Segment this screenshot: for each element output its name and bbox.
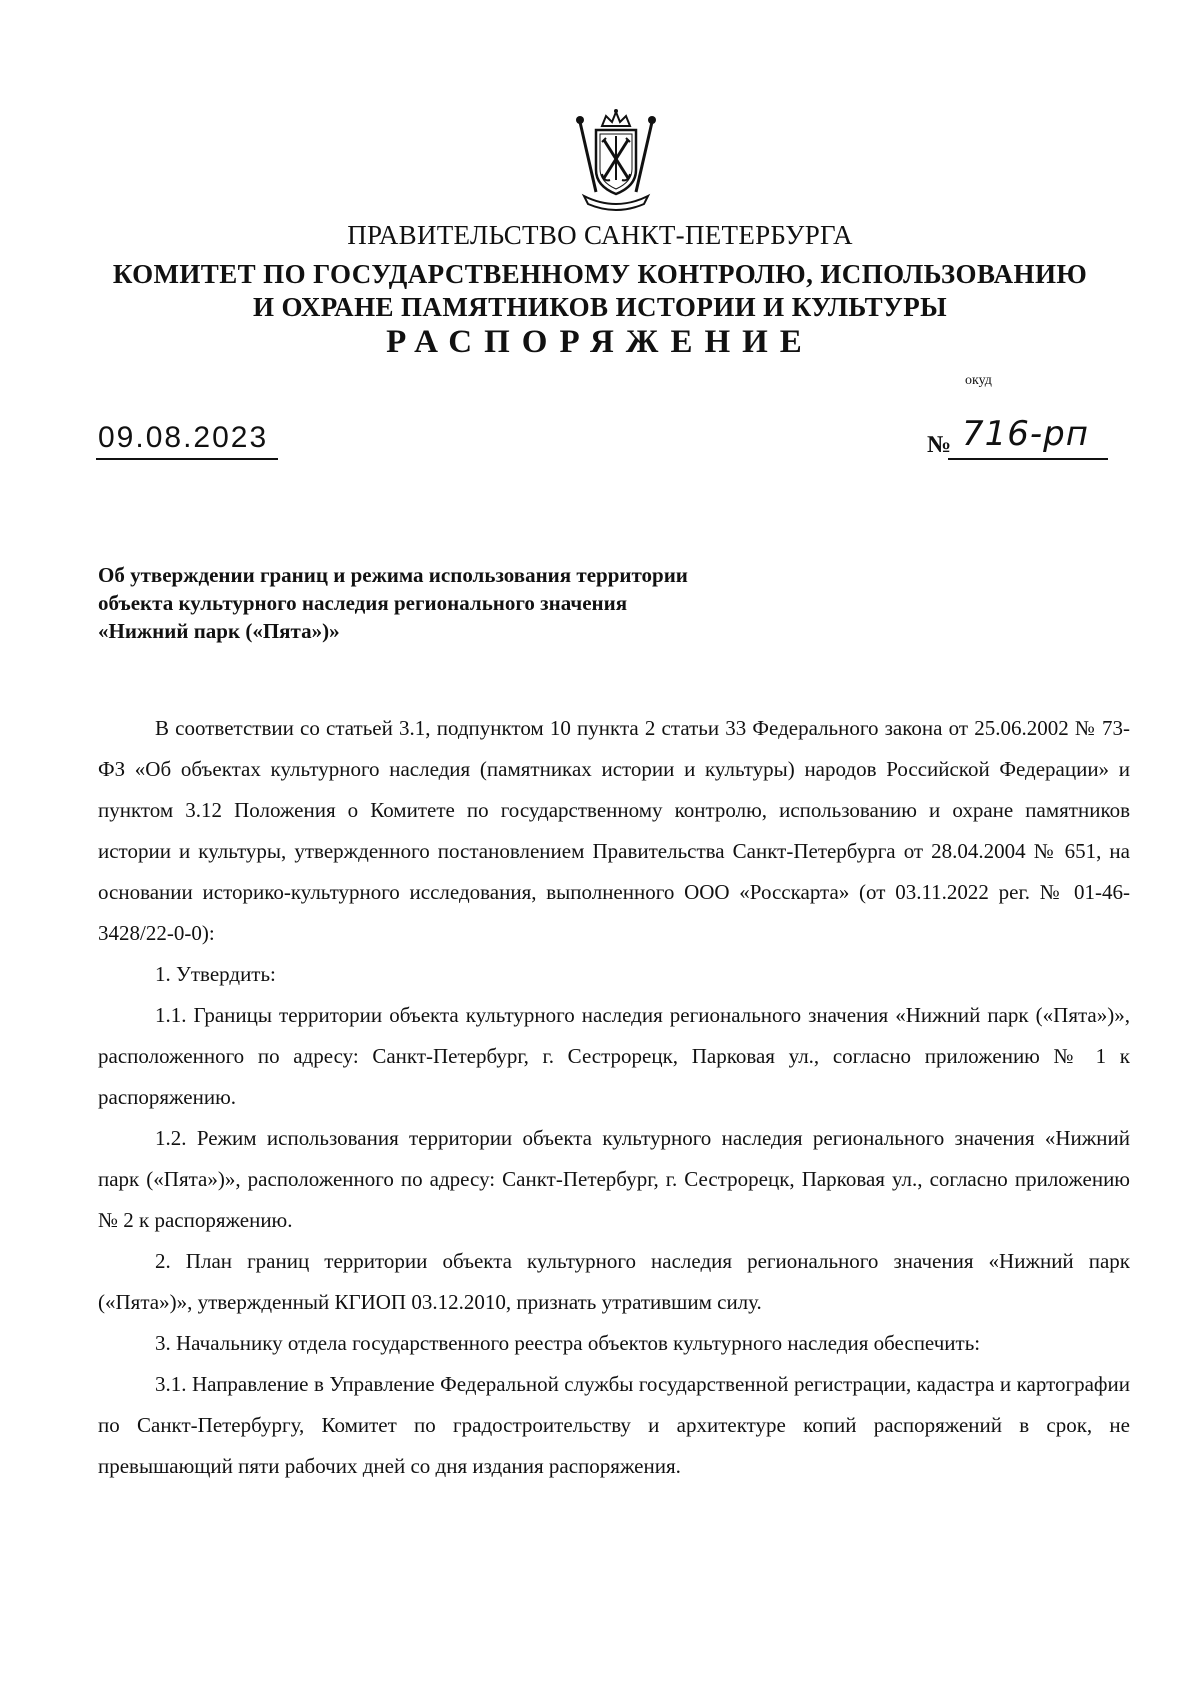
subject-line-1: Об утверждении границ и режима использования территории <box>98 563 688 587</box>
number-underline <box>948 458 1108 460</box>
preamble-paragraph: В соответствии со статьей 3.1, подпунктом 10 пункта 2 статьи 33 Федерального закона от 25.06.2002 № 73-ФЗ «Об объектах культурного наследия (памятниках истории и культуры) народов Российской Федерации» и пунктом 3.12 Положения о Комитете по государственному контролю, использованию и охране памятников истории и культуры, утвержденного постановлением Правительства Санкт-Петербурга от 28.04.2004 № 651, на основании историко-культурного исследования, выполненного ООО «Росскарта» (от 03.11.2022 рег. № 01-46-3428/22-0-0): <box>98 716 1130 945</box>
document-subject <box>98 561 858 645</box>
subject-line-3: «Нижний парк («Пята»)» <box>98 619 340 643</box>
document-body <box>98 708 1130 1487</box>
item-3-1: 3.1. Направление в Управление Федеральной службы государственной регистрации, кадастра и картографии по Санкт-Петербургу, Комитет по градостроительству и архитектуре копий распоряжений в срок, не превышающий пяти рабочих дней со дня издания распоряжения. <box>98 1372 1130 1478</box>
committee-name-line-2: И ОХРАНЕ ПАМЯТНИКОВ ИСТОРИИ И КУЛЬТУРЫ <box>252 292 947 322</box>
coat-of-arms-icon <box>566 108 666 212</box>
item-1-1: 1.1. Границы территории объекта культурного наследия регионального значения «Нижний парк («Пята»)», расположенного по адресу: Санкт-Петербург, г. Сестрорецк, Парковая ул., согласно приложению № 1 к распоряжению. <box>98 1003 1130 1109</box>
item-2: 2. План границ территории объекта культурного наследия регионального значения «Нижний парк («Пята»)», утвержденный КГИОП 03.12.2010, признать утратившим силу. <box>98 1249 1130 1314</box>
government-name: ПРАВИТЕЛЬСТВО САНКТ-ПЕТЕРБУРГА <box>347 220 853 250</box>
item-3: 3. Начальнику отдела государственного реестра объектов культурного наследия обеспечить: <box>155 1331 981 1355</box>
item-1-2: 1.2. Режим использования территории объекта культурного наследия регионального значения «Нижний парк («Пята»)», расположенного по адресу: Санкт-Петербург, г. Сестрорецк, Парковая ул., согласно приложению № 2 к распоряжению. <box>98 1126 1130 1232</box>
number-sign: № <box>927 432 952 458</box>
document-number: 716-рп <box>962 414 1089 454</box>
document-date: 09.08.2023 <box>98 421 269 454</box>
date-underline <box>96 458 278 460</box>
committee-name-line-1: КОМИТЕТ ПО ГОСУДАРСТВЕННОМУ КОНТРОЛЮ, ИСПОЛЬЗОВАНИЮ <box>112 259 1088 289</box>
okud-label: окуд <box>965 373 992 388</box>
document-type-title: РАСПОРЯЖЕНИЕ <box>386 324 814 360</box>
subject-line-2: объекта культурного наследия регионального значения <box>98 591 628 615</box>
committee-name <box>0 258 1200 324</box>
item-1: 1. Утвердить: <box>155 962 276 986</box>
